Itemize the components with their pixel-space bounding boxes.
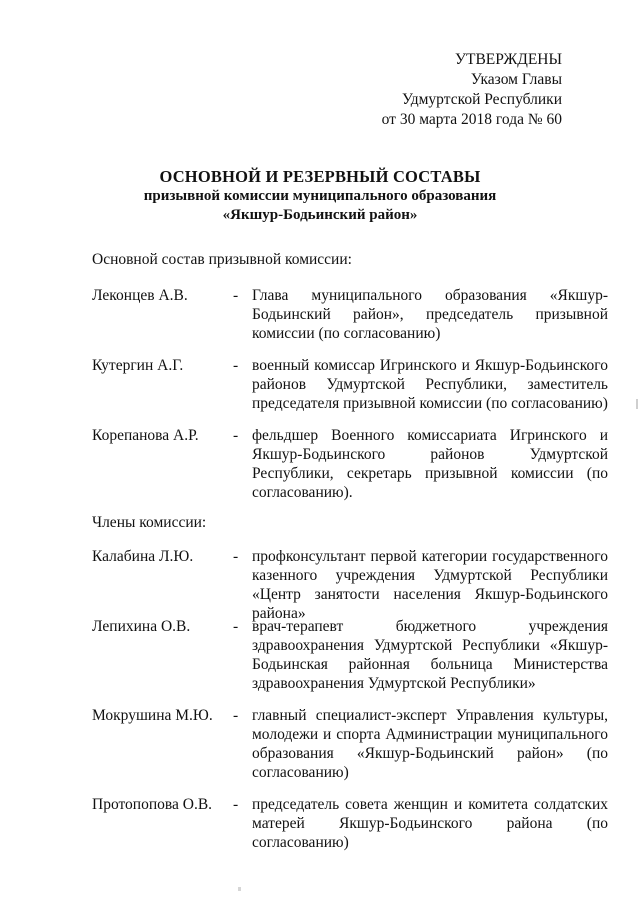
approval-line-republic: Удмуртской Республики bbox=[401, 91, 562, 108]
member-name: Протопопова О.В. bbox=[92, 796, 213, 813]
member-dash: - bbox=[233, 427, 239, 444]
member-dash: - bbox=[233, 357, 239, 374]
member-dash: - bbox=[233, 796, 239, 813]
member-role: председатель совета женщин и комитета солдатских матерей Якшур-Бодьинского района (по согласованию) bbox=[252, 796, 608, 851]
main-composition-heading: Основной состав призывной комиссии: bbox=[92, 251, 352, 268]
member-role: Глава муниципального образования «Якшур-Бодьинский район», председатель призывной комиссии (по согласованию) bbox=[252, 287, 608, 342]
member-name: Лепихина О.В. bbox=[92, 618, 191, 635]
member-dash: - bbox=[233, 707, 239, 724]
document-title bbox=[0, 166, 640, 225]
approval-line-date: от 30 марта 2018 года № 60 bbox=[381, 111, 562, 128]
scan-edge-mark bbox=[636, 399, 638, 409]
member-role: военный комиссар Игринского и Якшур-Бодьинского районов Удмуртской Республики, заместитель председателя призывной комиссии (по согласованию) bbox=[252, 357, 608, 412]
title-subtitle-1: призывной комиссии муниципального образования bbox=[143, 188, 497, 204]
member-name: Кутергин А.Г. bbox=[92, 357, 184, 374]
member-name: Калабина Л.Ю. bbox=[92, 548, 194, 565]
member-dash: - bbox=[233, 548, 239, 565]
approval-line-decree: Указом Главы bbox=[470, 71, 562, 88]
member-role: фельдшер Военного комиссариата Игринского и Якшур-Бодьинского районов Удмуртской Республики, секретарь призывной комиссии (по согласованию). bbox=[252, 427, 608, 501]
member-role: профконсультант первой категории государственного казенного учреждения Удмуртской Республики «Центр занятости населения Якшур-Бодьинского района» bbox=[252, 548, 608, 622]
member-role: главный специалист-эксперт Управления культуры, молодежи и спорта Администрации муниципального образования «Якшур-Бодьинский район» (по согласованию) bbox=[252, 707, 608, 781]
title-main: ОСНОВНОЙ И РЕЗЕРВНЫЙ СОСТАВЫ bbox=[159, 167, 481, 186]
member-name: Леконцев А.В. bbox=[92, 287, 188, 304]
commission-members-heading: Члены комиссии: bbox=[92, 514, 207, 531]
approval-line-approved: УТВЕРЖДЕНЫ bbox=[455, 51, 562, 68]
member-name: Мокрушина М.Ю. bbox=[92, 707, 213, 724]
member-role: врач-терапевт бюджетного учреждения здравоохранения Удмуртской Республики «Якшур-Бодьинская районная больница Министерства здравоохранения Удмуртской Республики» bbox=[252, 618, 608, 692]
approval-stamp bbox=[382, 50, 562, 130]
member-dash: - bbox=[233, 287, 239, 304]
scan-speck bbox=[238, 887, 241, 891]
member-dash: - bbox=[233, 618, 239, 635]
member-name: Корепанова А.Р. bbox=[92, 427, 199, 444]
title-subtitle-2: «Якшур-Бодьинский район» bbox=[222, 207, 418, 223]
